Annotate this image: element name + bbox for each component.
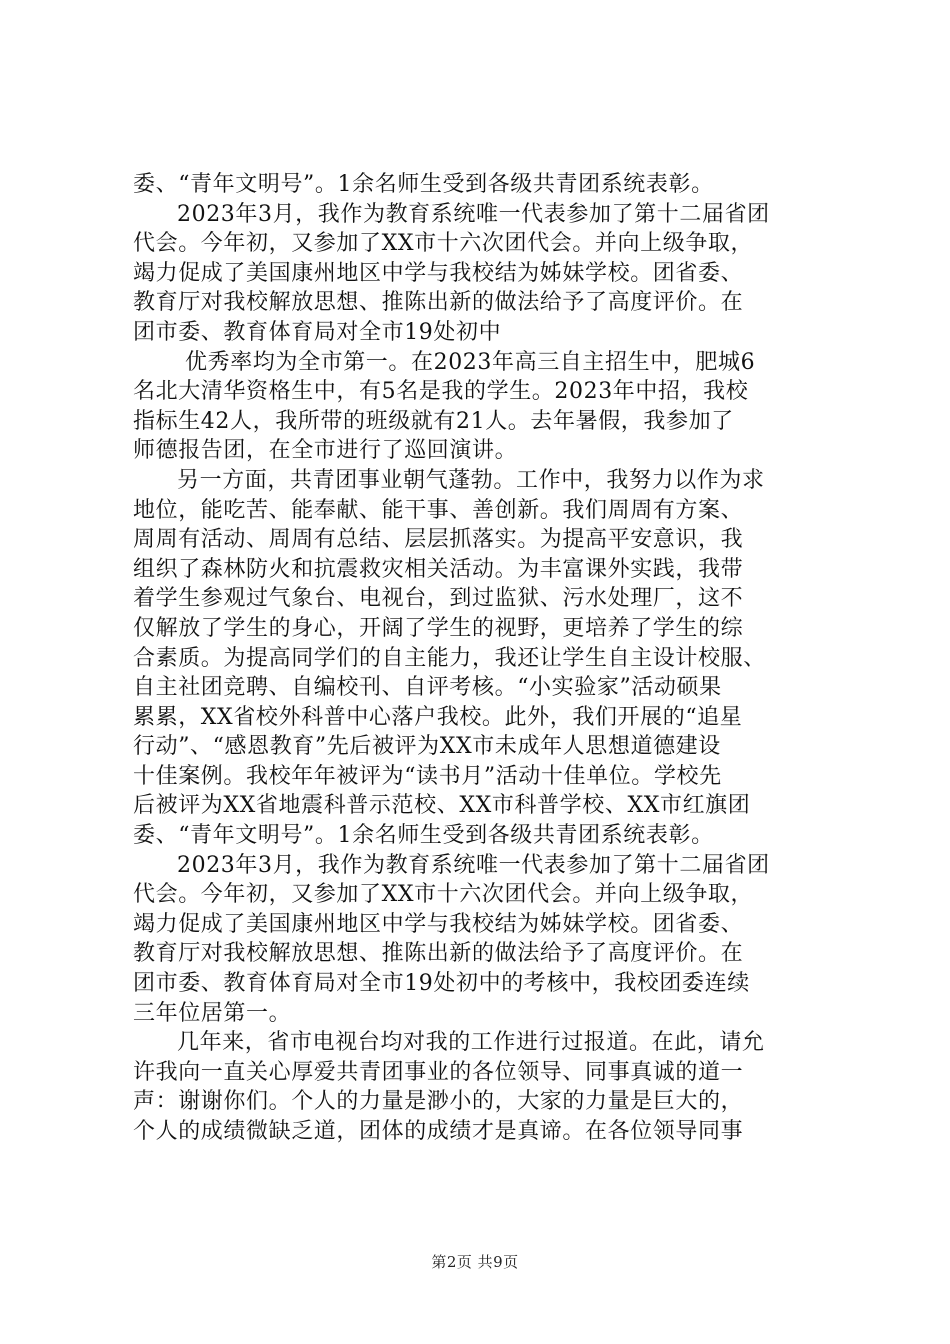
- text-line: 指标生42人，我所带的班级就有21人。去年暑假，我参加了: [133, 408, 734, 434]
- text-line: 后被评为XX省地震科普示范校、XX市科普学校、XX市红旗团: [133, 793, 751, 819]
- text-line: 委、“青年文明号”。1余名师生受到各级共青团系统表彰。: [133, 172, 714, 197]
- text-line: 2023年3月，我作为教育系统唯一代表参加了第十二届省团: [177, 852, 770, 878]
- document-body: [133, 170, 833, 1147]
- text-line: 组织了森林防火和抗震救灾相关活动。为丰富课外实践，我带: [133, 556, 744, 582]
- text-line: 几年来，省市电视台均对我的工作进行过报道。在此，请允: [177, 1030, 765, 1056]
- text-line: 个人的成绩微缺乏道，团体的成绩才是真谛。在各位领导同事: [133, 1119, 744, 1144]
- text-line: 教育厅对我校解放思想、推陈出新的做法给予了高度评价。在: [133, 941, 744, 967]
- text-line: 累累，XX省校外科普中心落户我校。此外，我们开展的“追星: [133, 704, 743, 730]
- text-line: 竭力促成了美国康州地区中学与我校结为姊妹学校。团省委、: [133, 911, 744, 937]
- text-line: 十佳案例。我校年年被评为“读书月”活动十佳单位。学校先: [133, 763, 722, 789]
- text-line: 着学生参观过气象台、电视台，到过监狱、污水处理厂，这不: [133, 586, 744, 612]
- text-line: 师德报告团，在全市进行了巡回演讲。: [133, 438, 518, 464]
- text-line: 名北大清华资格生中，有5名是我的学生。2023年中招，我校: [133, 379, 749, 405]
- text-line: 另一方面，共青团事业朝气蓬勃。工作中，我努力以作为求: [177, 467, 765, 493]
- text-line: 代会。今年初，又参加了XX市十六次团代会。并向上级争取，: [133, 882, 754, 908]
- text-line: 许我向一直关心厚爱共青团事业的各位领导、同事真诚的道一: [133, 1059, 744, 1085]
- text-line: 行动”、“感恩教育”先后被评为XX市未成年人思想道德建设: [133, 734, 721, 760]
- text-line: 地位，能吃苦、能奉献、能干事、善创新。我们周周有方案、: [133, 497, 744, 523]
- text-line: 声：谢谢你们。个人的力量是渺小的，大家的力量是巨大的，: [133, 1089, 744, 1115]
- text-line: 合素质。为提高同学们的自主能力，我还让学生自主设计校服、: [133, 645, 766, 671]
- text-line: 三年位居第一。: [133, 1000, 292, 1026]
- text-line: 竭力促成了美国康州地区中学与我校结为姊妹学校。团省委、: [133, 260, 744, 286]
- text-line: 团市委、教育体育局对全市19处初中的考核中，我校团委连续: [133, 971, 750, 997]
- text-line: 周周有活动、周周有总结、层层抓落实。为提高平安意识，我: [133, 527, 744, 553]
- page-footer: 第2页 共9页: [431, 1253, 519, 1271]
- text-line: 自主社团竞聘、自编校刊、自评考核。“小实验家”活动硕果: [133, 675, 722, 701]
- text-line: 团市委、教育体育局对全市19处初中: [133, 319, 502, 345]
- text-line: 教育厅对我校解放思想、推陈出新的做法给予了高度评价。在: [133, 290, 744, 316]
- text-line: 仅解放了学生的身心，开阔了学生的视野，更培养了学生的综: [133, 615, 744, 641]
- text-line: 优秀率均为全市第一。在2023年高三自主招生中，肥城6: [185, 349, 756, 375]
- text-line: 2023年3月，我作为教育系统唯一代表参加了第十二届省团: [177, 201, 770, 227]
- text-line: 委、“青年文明号”。1余名师生受到各级共青团系统表彰。: [133, 823, 714, 849]
- text-line: 代会。今年初，又参加了XX市十六次团代会。并向上级争取，: [133, 231, 754, 257]
